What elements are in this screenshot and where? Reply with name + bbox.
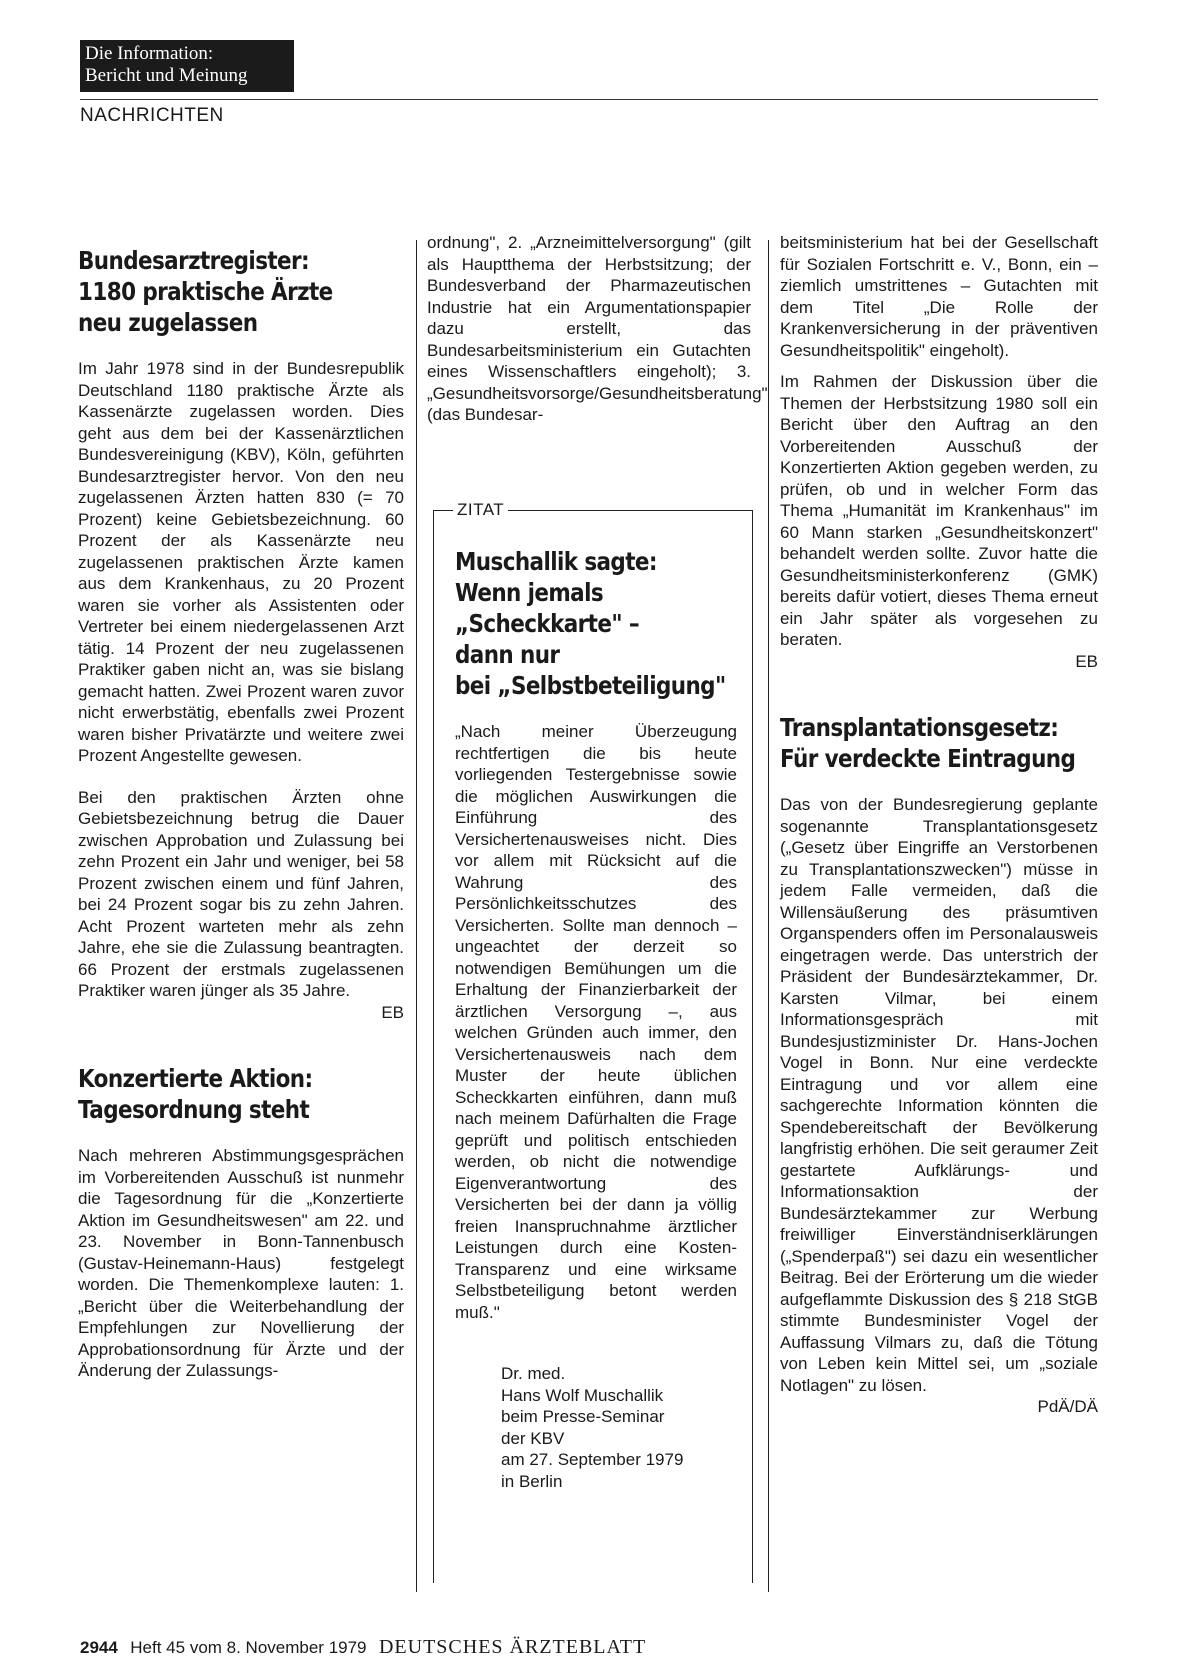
article1-paragraph-1: Im Jahr 1978 sind in der Bundesrepublik Deutschland 1180 praktische Ärzte als Kassenärzte zugelassen worden. Dies geht aus dem bei der Kassenärztlichen Bundesvereinigung (KBV), Köln, geführten Bundesarztregister hervor. Von den neu zugelassenen Ärzten hatten 830 (= 70 Prozent) keine Gebietsbezeichnung. 60 Prozent der als Kassenärzte neu zugelassenen praktischen Ärzte kamen aus dem Krankenhaus, zu 20 Prozent waren sie vorher als Assistenten oder Vertreter bei einem niedergelassenen Arzt tätig. 14 Prozent der neu zugelassenen Praktiker gaben nicht an, was sie bislang gemacht hatten. Zwei Prozent waren zuvor nicht erwerbstätig, ebenfalls zwei Prozent waren bisher Privatärzte und weitere zwei Prozent Angestellte gewesen.	[78, 359, 404, 765]
article3-headline	[780, 712, 1076, 774]
attribution-line-2: Hans Wolf Muschallik	[501, 1385, 664, 1405]
article1-headline	[78, 245, 358, 338]
article2-headline-line-2: Tagesordnung steht	[78, 1095, 310, 1124]
quote-headline-line-2: Wenn jemals	[455, 578, 604, 607]
article1-headline-line-2: 1180 praktische Ärzte	[78, 277, 333, 306]
article2-body-part-2: ordnung", 2. „Arzneimittelversorgung" (gilt als Hauptthema der Herbstsitzung; der Bundesverband der Pharmazeutischen Industrie hat ein Argumentationspapier dazu erstellt, das Bundesarbeitsministerium ein Gutachten eines Wissenschaftlers eingeholt); 3. „Gesundheitsvorsorge/Gesundheitsberatung" (das Bundesar-	[427, 233, 768, 424]
attribution-line-6: in Berlin	[501, 1471, 563, 1491]
column-2	[427, 232, 768, 426]
article3-headline-line-2: Für verdeckte Eintragung	[780, 744, 1076, 773]
article3-signature: PdÄ/DÄ	[1037, 1397, 1098, 1416]
article1-headline-line-1: Bundesarztregister:	[78, 246, 310, 275]
attribution-line-1: Dr. med.	[501, 1364, 566, 1383]
column-rule-1	[416, 240, 417, 1592]
article2-signature: EB	[1075, 651, 1098, 671]
article1-paragraph-2: Bei den praktischen Ärzten ohne Gebietsbezeichnung betrug die Dauer zwischen Approbation und Zulassung bei zehn Prozent ein Jahr und weniger, bei 58 Prozent zwischen einem und fünf Jahren, bei 24 Prozent sogar bis zu zehn Jahren. Acht Prozent warteten mehr als zehn Jahre, ehe sie die Zulassung beantragten. 66 Prozent der erstmals zugelassenen Praktiker waren jünger als 35 Jahre.	[78, 787, 404, 1000]
article2-body-part-3: beitsministerium hat bei der Gesellschaft für Sozialen Fortschritt e. V., Bonn, ein – ziemlich umstrittenes – Gutachten mit dem Titel „Die Rolle der Krankenversicherung in der präventiven Gesundheitspolitik" eingeholt).	[780, 233, 1098, 360]
quote-text: „Nach meiner Überzeugung rechtfertigen die bis heute vorliegenden Testergebnisse sowie die möglichen Auswirkungen die Einführung des Versichertenausweises nicht. Dies vor allem mit Rücksicht auf die Wahrung des Persönlichkeitsschutzes des Versicherten. Sollte man dennoch – ungeachtet der derzeit so notwendigen Bemühungen um die Erhaltung der Finanzierbarkeit der ärztlichen Versorgung –, aus welchen Gründen auch immer, den Versichertenausweis nach dem Muster der heute üblichen Scheckkarten einführen, dann muß nach meinem Dafürhalten die Frage geprüft und politisch entschieden werden, ob nicht die notwendige Eigenverantwortung des Versicherten bei der dann ja völlig freien Inanspruchnahme ärztlicher Leistungen durch eine Kosten-Transparenz und eine wirksame Selbstbeteiligung betont werden muß."	[455, 722, 737, 1322]
magazine-title: DEUTSCHES ÄRZTEBLATT	[378, 1636, 647, 1658]
attribution-line-4: der KBV	[501, 1428, 565, 1448]
quote-headline	[455, 546, 726, 701]
section-badge-line-1: Die Information:	[85, 43, 214, 64]
quote-headline-line-3: „Scheckkarte" –	[455, 609, 639, 638]
quote-headline-line-1: Muschallik sagte:	[455, 547, 657, 576]
article2-paragraph-2: Im Rahmen der Diskussion über die Themen der Herbstsitzung 1980 soll ein Bericht über den Auftrag an den Vorbereitenden Ausschuß der Konzertierten Aktion gegeben werden, zu prüfen, ob und in welcher Form das Thema „Humanität im Krankenhaus" im 60 Mann starken „Gesundheitskonzert" behandelt werden sollte. Zuvor hatte die Gesundheitsministerkonferenz (GMK) bereits dafür votiert, dieses Thema erneut ein Jahr später als vorgesehen zu beraten.	[780, 372, 1098, 649]
article2-headline	[78, 1063, 358, 1125]
section-badge-line-2: Bericht und Meinung	[85, 65, 248, 86]
quote-headline-line-4: dann nur	[455, 640, 560, 669]
column-3	[780, 232, 1098, 1418]
column-1	[78, 245, 404, 1382]
article2-headline-line-1: Konzertierte Aktion:	[78, 1064, 313, 1093]
page-number: 2944	[80, 1638, 118, 1657]
attribution-line-3: beim Presse-Seminar	[501, 1407, 665, 1426]
attribution-line-5: am 27. September 1979	[501, 1450, 684, 1469]
article1-headline-line-3: neu zugelassen	[78, 308, 258, 337]
header-rule	[80, 99, 1098, 100]
page-footer	[80, 1636, 646, 1659]
article1-signature: EB	[381, 1002, 404, 1022]
section-label: NACHRICHTEN	[80, 105, 224, 126]
quote-attribution	[455, 1363, 737, 1492]
article2-body-part-1: Nach mehreren Abstimmungsgesprächen im Vorbereitenden Ausschuß ist nunmehr die Tagesordnung für die „Konzertierte Aktion im Gesundheitswesen" am 22. und 23. November in Bonn-Tannenbusch (Gustav-Heinemann-Haus) festgelegt worden. Die Themenkomplexe lauten: 1. „Bericht über die Weiterbehandlung der Empfehlungen zur Novellierung der Approbationsordnung für Ärzte und der Änderung der Zulassungs-	[78, 1146, 404, 1380]
quote-label: ZITAT	[453, 500, 508, 520]
issue-info: Heft 45 vom 8. November 1979	[130, 1638, 367, 1657]
quote-content	[455, 546, 737, 1492]
column-rule-2	[768, 240, 769, 1592]
article3-headline-line-1: Transplantationsgesetz:	[780, 713, 1059, 742]
article3-body: Das von der Bundesregierung geplante sogenannte Transplantationsgesetz („Gesetz über Eingriffe an Verstorbenen zu Transplantationszwecken") müsse in jedem Falle vermeiden, daß die Willensäußerung des präsumtiven Organspenders offen im Personalausweis eingetragen werde. Das unterstrich der Präsident der Bundesärztekammer, Dr. Karsten Vilmar, bei einem Informationsgespräch mit Bundesjustizminister Dr. Hans-Jochen Vogel in Bonn. Nur eine verdeckte Eintragung und vor allem eine sachgerechte Information könnten die Spendebereitschaft der Bevölkerung langfristig erhöhen. Die seit geraumer Zeit gestartete Aufklärungs- und Informationsaktion der Bundesärztekammer zur Werbung freiwilliger Einverständniserklärungen („Spenderpaß") sei dazu ein wesentlicher Beitrag. Bei der Erörterung um die wieder aufgeflammte Diskussion des § 218 StGB stimmte Bundesminister Vogel der Auffassung Vilmars zu, daß die Tötung von Leben kein Mittel sei, um „soziale Notlagen" zu lösen.	[780, 795, 1098, 1395]
section-badge	[80, 40, 294, 92]
quote-headline-line-5: bei „Selbstbeteiligung"	[455, 671, 726, 700]
